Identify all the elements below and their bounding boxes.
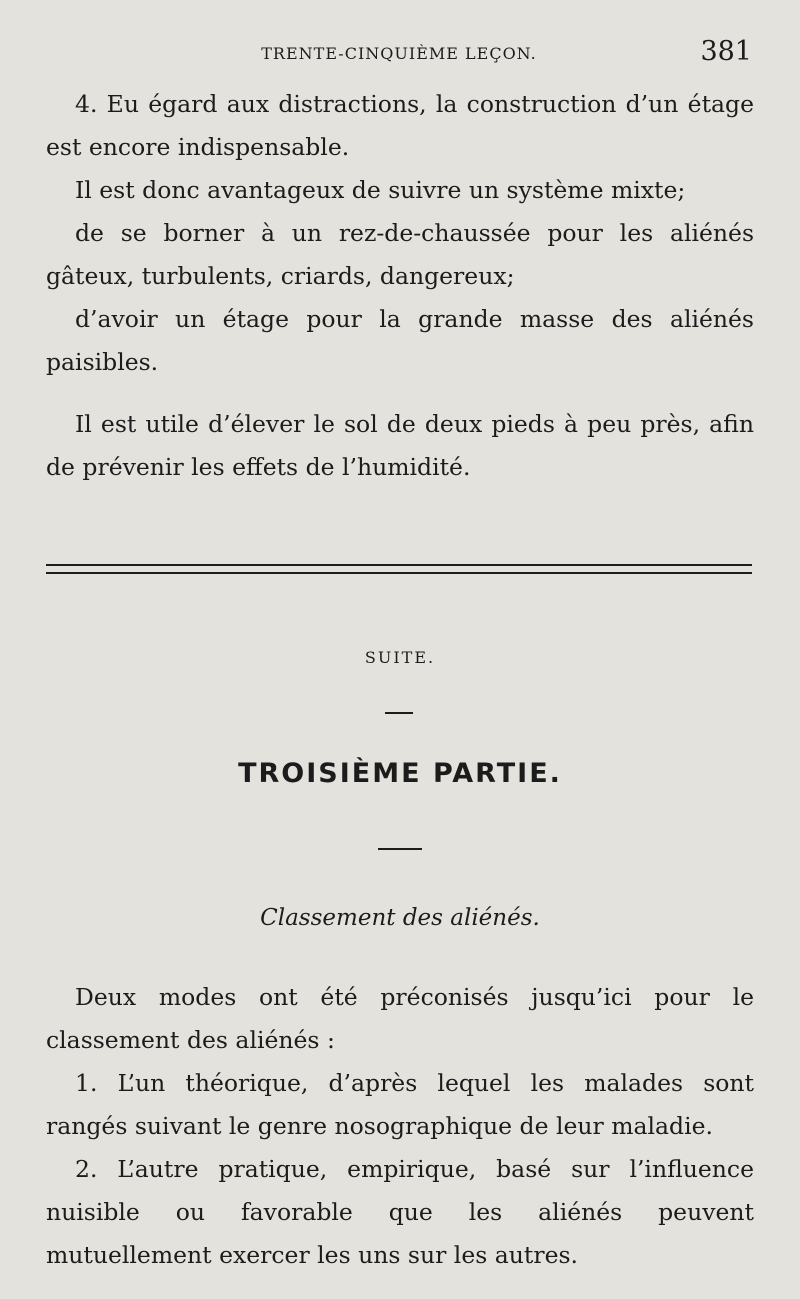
suite-label: SUITE. xyxy=(364,648,436,667)
page-number: 381 xyxy=(700,36,752,67)
top-text-block xyxy=(46,83,754,384)
part-title: TROISIÈME PARTIE. xyxy=(238,758,562,789)
paragraph: 1. L’un théorique, d’après lequel les malades sont rangés suivant le genre nosographique de leur maladie. xyxy=(46,1069,754,1140)
bottom-text-block xyxy=(46,976,754,1277)
double-rule-divider xyxy=(46,564,752,574)
section-subtitle: Classement des aliénés. xyxy=(260,905,540,931)
paragraph: 4. Eu égard aux distractions, la construction d’un étage est encore indispensable. xyxy=(46,90,754,161)
short-dash-divider xyxy=(385,712,413,714)
paragraph: Deux modes ont été préconisés jusqu’ici pour le classement des aliénés : xyxy=(46,983,754,1054)
paragraph: 2. L’autre pratique, empirique, basé sur l’influence nuisible ou favorable que les aliénés peuvent mutuellement exercer les uns sur les autres. xyxy=(46,1155,754,1269)
paragraph: Il est utile d’élever le sol de deux pieds à peu près, afin de prévenir les effets de l’humidité. xyxy=(46,410,754,481)
humidity-text-block xyxy=(46,403,754,489)
running-head: TRENTE-CINQUIÈME LEÇON. xyxy=(261,44,537,63)
paragraph: d’avoir un étage pour la grande masse des aliénés paisibles. xyxy=(46,305,754,376)
paragraph: Il est donc avantageux de suivre un système mixte; xyxy=(75,176,686,204)
paragraph: de se borner à un rez-de-chaussée pour les aliénés gâteux, turbulents, criards, dangereux; xyxy=(46,219,754,290)
page-header xyxy=(46,36,752,76)
short-dash-divider xyxy=(378,848,422,850)
